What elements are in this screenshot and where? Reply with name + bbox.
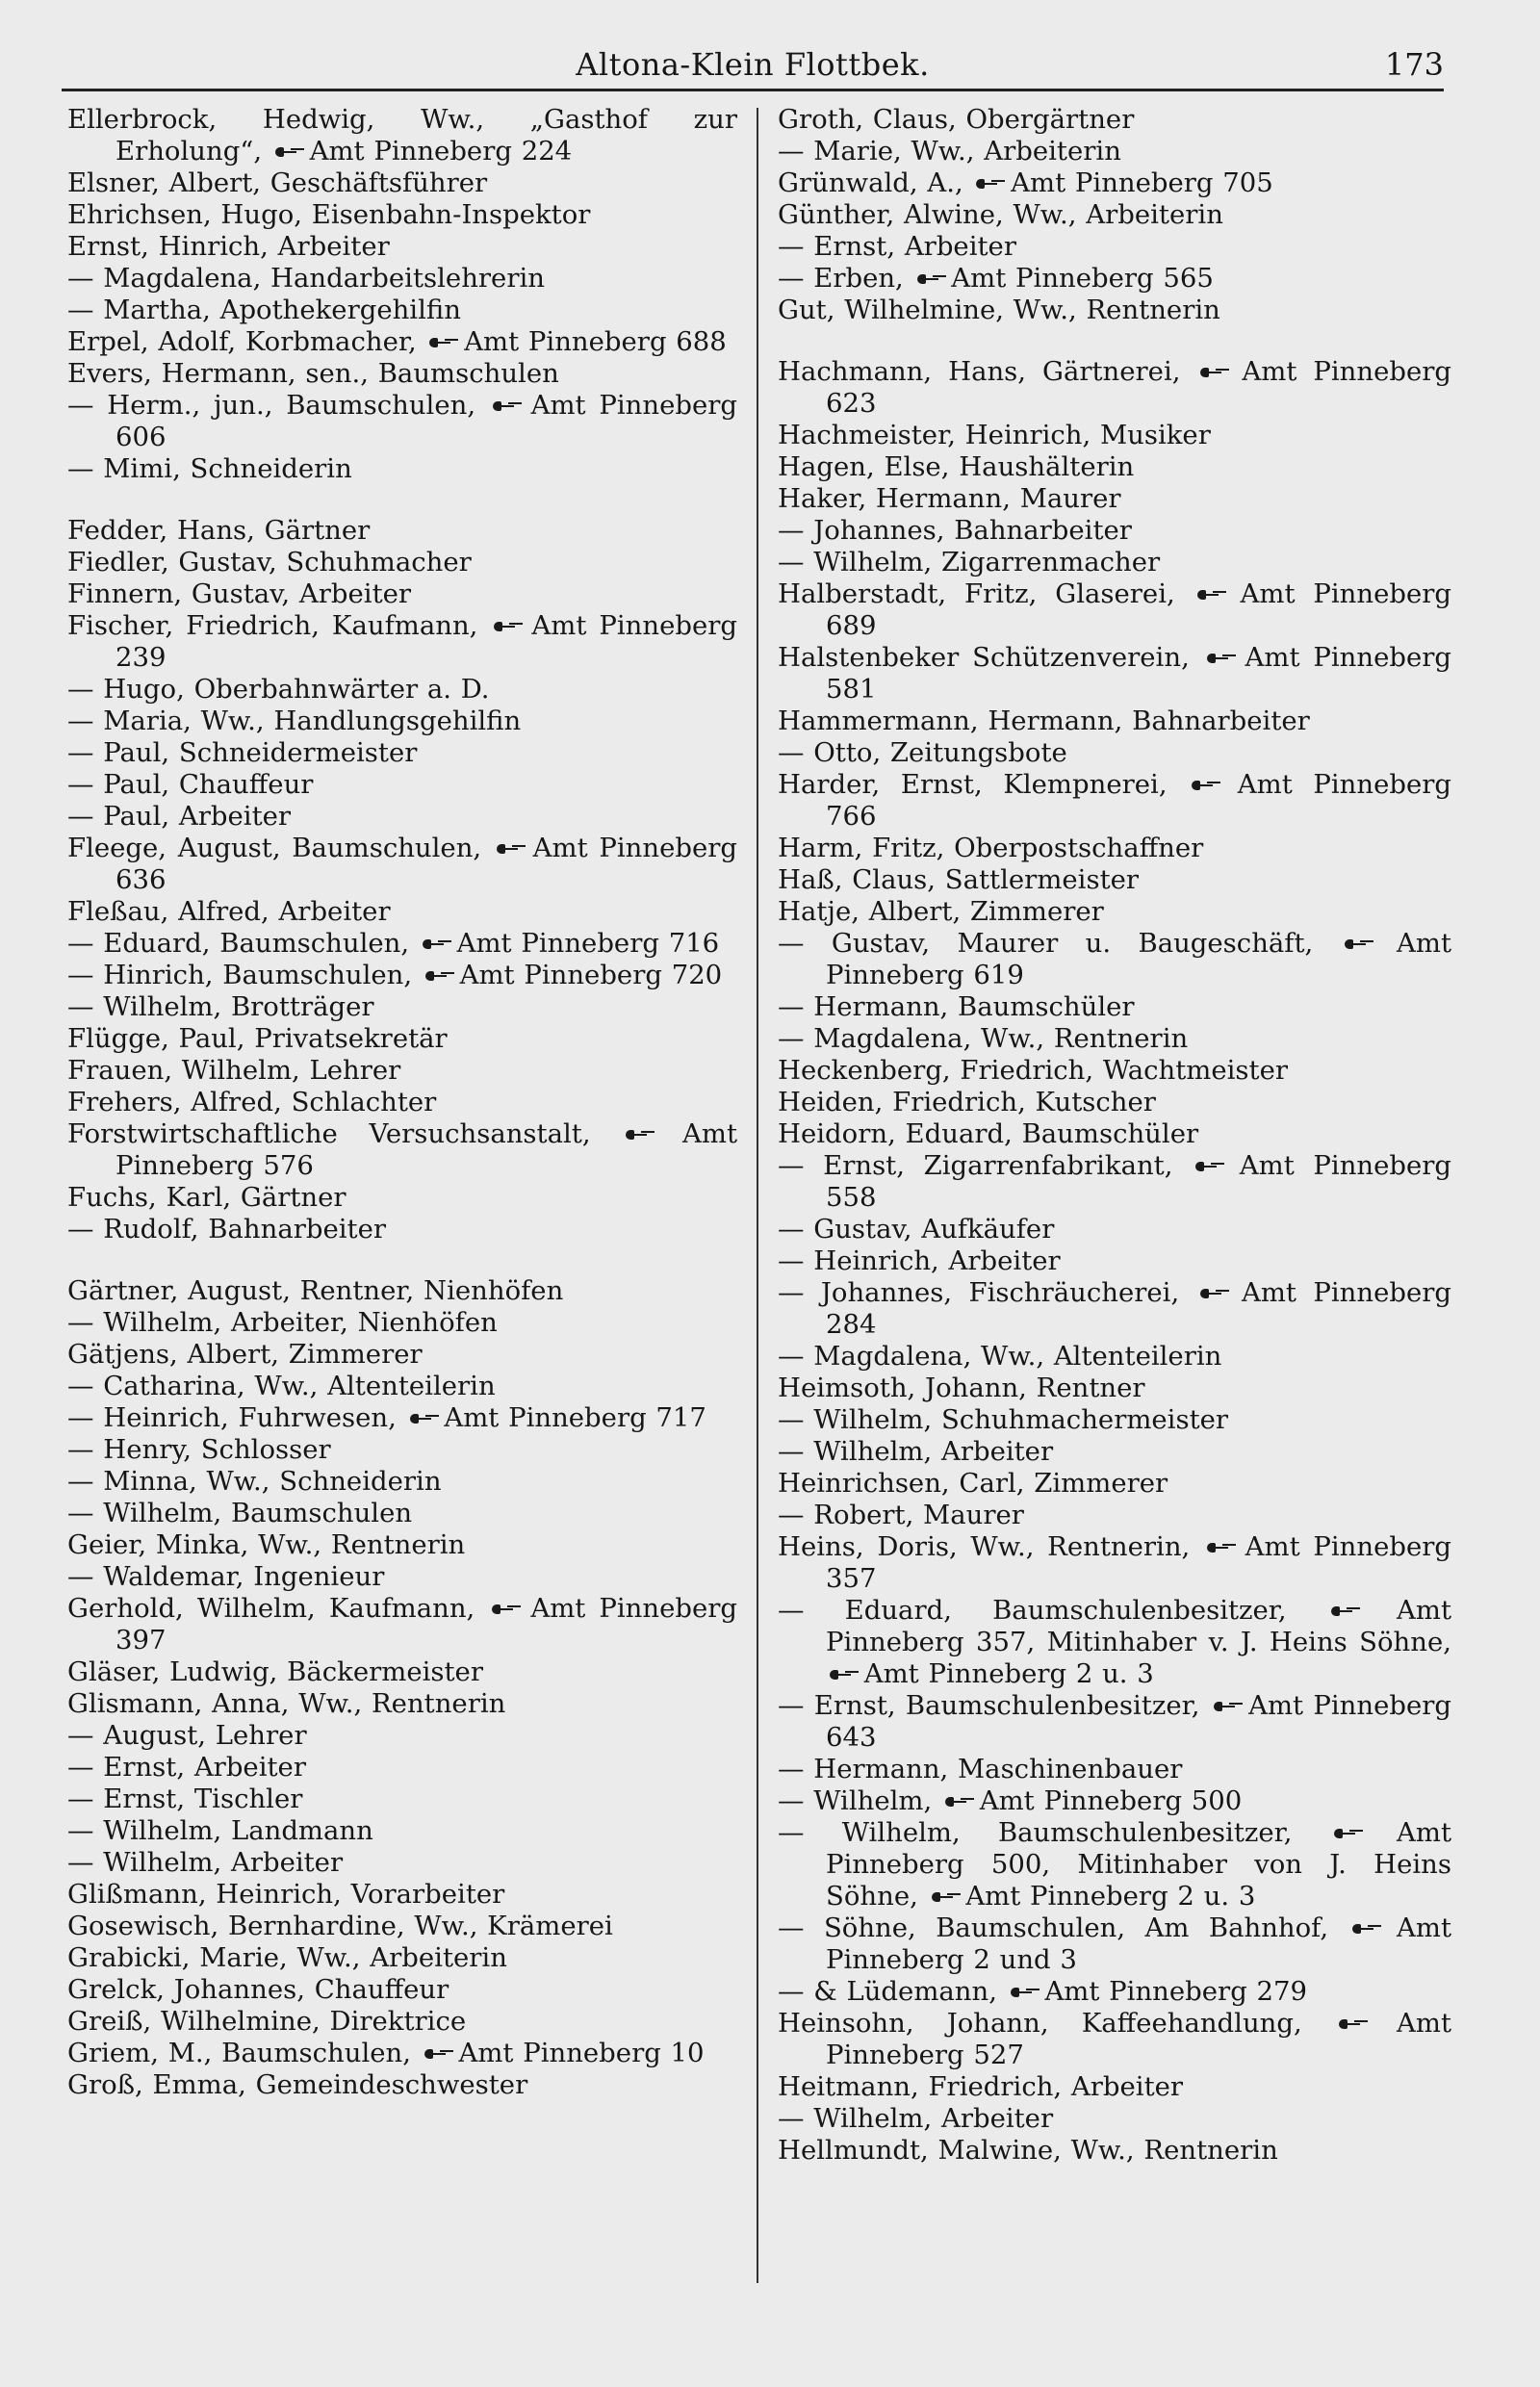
directory-entry: — August, Lehrer bbox=[67, 1720, 307, 1751]
directory-entry: — Hermann, Maschinenbauer bbox=[778, 1754, 1183, 1784]
directory-entry: — Ernst, Baumschulenbesitzer, Amt Pinneberg 643 bbox=[778, 1690, 1451, 1753]
directory-entry: — Wilhelm, Zigarrenmacher bbox=[778, 547, 1161, 578]
directory-entry: — Ernst, Arbeiter bbox=[778, 231, 1016, 262]
telephone-icon bbox=[424, 2048, 446, 2060]
directory-entry: — Otto, Zeitungsbote bbox=[778, 737, 1067, 768]
directory-entry: Grelck, Johannes, Chauffeur bbox=[67, 1974, 449, 2005]
telephone-icon bbox=[410, 1413, 431, 1424]
directory-entry: Grünwald, A., Amt Pinneberg 705 bbox=[778, 167, 1273, 198]
telephone-icon bbox=[830, 1669, 851, 1681]
directory-entry: — Wilhelm, Amt Pinneberg 500 bbox=[778, 1785, 1243, 1816]
directory-entry: — Herm., jun., Baumschulen, Amt Pinneberg 606 bbox=[67, 390, 737, 452]
telephone-icon bbox=[1207, 653, 1228, 664]
telephone-icon bbox=[1200, 367, 1221, 378]
directory-entry: Hachmeister, Heinrich, Musiker bbox=[778, 420, 1211, 450]
directory-entry: — Martha, Apothekergehilfin bbox=[67, 295, 461, 325]
directory-entry: Ehrichsen, Hugo, Eisenbahn-Inspektor bbox=[67, 199, 591, 230]
directory-entry: — Heinrich, Arbeiter bbox=[778, 1245, 1061, 1276]
directory-entry: Fiedler, Gustav, Schuhmacher bbox=[67, 547, 472, 578]
directory-entry: Heidorn, Eduard, Baumschüler bbox=[778, 1118, 1199, 1149]
directory-entry: Flügge, Paul, Privatsekretär bbox=[67, 1023, 448, 1054]
directory-entry: Elsner, Albert, Geschäftsführer bbox=[67, 167, 488, 198]
directory-entry: Fleege, August, Baumschulen, Amt Pinneberg 636 bbox=[67, 833, 737, 895]
directory-entry: — Catharina, Ww., Altenteilerin bbox=[67, 1371, 496, 1401]
directory-entry: — Hinrich, Baumschulen, Amt Pinneberg 720 bbox=[67, 960, 723, 990]
directory-entry: Forstwirtschaftliche Versuchsanstalt, Amt Pinneberg 576 bbox=[67, 1118, 737, 1181]
directory-entry: — Eduard, Baumschulenbesitzer, Amt Pinneberg 357, Mitinhaber v. J. Heins Söhne, Amt Pinneberg 2 u. 3 bbox=[778, 1595, 1451, 1689]
directory-entry: Heimsoth, Johann, Rentner bbox=[778, 1373, 1145, 1403]
telephone-icon bbox=[1331, 1605, 1352, 1617]
directory-entry: — Ernst, Zigarrenfabrikant, Amt Pinneberg 558 bbox=[778, 1150, 1452, 1213]
directory-entry: Erpel, Adolf, Korbmacher, Amt Pinneberg 688 bbox=[67, 326, 727, 357]
directory-entry: — Eduard, Baumschulen, Amt Pinneberg 716 bbox=[67, 928, 720, 959]
directory-entry: Halberstadt, Fritz, Glaserei, Amt Pinneberg 689 bbox=[778, 578, 1452, 641]
directory-entry: Glismann, Anna, Ww., Rentnerin bbox=[67, 1688, 506, 1719]
directory-entry: Greiß, Wilhelmine, Direktrice bbox=[67, 2006, 467, 2037]
directory-entry: — Söhne, Baumschulen, Am Bahnhof, Amt Pinneberg 2 und 3 bbox=[778, 1912, 1452, 1975]
telephone-icon bbox=[494, 621, 515, 632]
directory-entry: — Wilhelm, Baumschulenbesitzer, Amt Pinneberg 500, Mitinhaber von J. Heins Söhne, Amt Pinneberg 2 u. 3 bbox=[778, 1817, 1451, 1912]
directory-entry: — & Lüdemann, Amt Pinneberg 279 bbox=[778, 1976, 1308, 2007]
directory-entry: — Wilhelm, Landmann bbox=[67, 1815, 373, 1846]
directory-entry: Hachmann, Hans, Gärtnerei, Amt Pinneberg 623 bbox=[778, 356, 1452, 419]
directory-entry: Gosewisch, Bernhardine, Ww., Krämerei bbox=[67, 1911, 613, 1941]
directory-entry: — Wilhelm, Schuhmachermeister bbox=[778, 1404, 1229, 1435]
telephone-icon bbox=[425, 970, 447, 982]
directory-entry: Heinsohn, Johann, Kaffeehandlung, Amt Pinneberg 527 bbox=[778, 2008, 1451, 2070]
directory-entry: Groth, Claus, Obergärtner bbox=[778, 104, 1135, 135]
telephone-icon bbox=[1197, 589, 1219, 601]
directory-entry: — Johannes, Fischräucherei, Amt Pinneberg 284 bbox=[778, 1277, 1451, 1340]
telephone-icon bbox=[1011, 1987, 1032, 1998]
telephone-icon bbox=[626, 1129, 647, 1141]
directory-entry: — Wilhelm, Arbeiter bbox=[778, 1436, 1054, 1467]
directory-entry: Ellerbrock, Hedwig, Ww., „Gasthof zur Erholung“, Amt Pinneberg 224 bbox=[67, 104, 737, 167]
directory-entry: — Hermann, Baumschüler bbox=[778, 991, 1135, 1022]
directory-entry: Fuchs, Karl, Gärtner bbox=[67, 1182, 346, 1213]
directory-entry: — Waldemar, Ingenieur bbox=[67, 1561, 385, 1592]
telephone-icon bbox=[1200, 1288, 1221, 1299]
directory-entry: Evers, Hermann, sen., Baumschulen bbox=[67, 358, 559, 389]
telephone-icon bbox=[932, 1891, 953, 1903]
directory-entry: — Ernst, Tischler bbox=[67, 1784, 303, 1814]
directory-entry: Heiden, Friedrich, Kutscher bbox=[778, 1087, 1156, 1117]
directory-entry: Fedder, Hans, Gärtner bbox=[67, 515, 371, 546]
directory-entry: Haß, Claus, Sattlermeister bbox=[778, 864, 1140, 895]
directory-entry: — Hugo, Oberbahnwärter a. D. bbox=[67, 674, 490, 705]
directory-entry: Gerhold, Wilhelm, Kaufmann, Amt Pinneberg 397 bbox=[67, 1593, 737, 1656]
directory-entry: Harder, Ernst, Klempnerei, Amt Pinneberg 766 bbox=[778, 769, 1451, 832]
directory-entry: Griem, M., Baumschulen, Amt Pinneberg 10 bbox=[67, 2038, 705, 2068]
directory-entry: — Wilhelm, Baumschulen bbox=[67, 1498, 413, 1528]
directory-entry: Frauen, Wilhelm, Lehrer bbox=[67, 1055, 401, 1086]
directory-entry: Hatje, Albert, Zimmerer bbox=[778, 896, 1104, 927]
telephone-icon bbox=[423, 938, 444, 950]
telephone-icon bbox=[493, 400, 514, 412]
directory-entry: — Wilhelm, Arbeiter bbox=[67, 1847, 344, 1878]
directory-entry: — Gustav, Aufkäufer bbox=[778, 1214, 1055, 1245]
directory-entry: Glißmann, Heinrich, Vorarbeiter bbox=[67, 1879, 505, 1910]
directory-entry: Haker, Hermann, Maurer bbox=[778, 483, 1121, 514]
telephone-icon bbox=[1352, 1923, 1373, 1935]
directory-entry: — Gustav, Maurer u. Baugeschäft, Amt Pinneberg 619 bbox=[778, 928, 1451, 990]
directory-entry: — Paul, Chauffeur bbox=[67, 769, 314, 800]
directory-entry: — Erben, Amt Pinneberg 565 bbox=[778, 263, 1214, 294]
telephone-icon bbox=[429, 337, 450, 348]
directory-entry: — Paul, Arbeiter bbox=[67, 801, 292, 832]
directory-entry: Günther, Alwine, Ww., Arbeiterin bbox=[778, 199, 1223, 230]
directory-entry: — Magdalena, Handarbeitslehrerin bbox=[67, 263, 545, 294]
directory-entry: — Wilhelm, Arbeiter bbox=[778, 2103, 1054, 2134]
directory-entry: — Heinrich, Fuhrwesen, Amt Pinneberg 717 bbox=[67, 1402, 706, 1433]
directory-entry: — Wilhelm, Brotträger bbox=[67, 991, 374, 1022]
directory-entry: — Magdalena, Ww., Altenteilerin bbox=[778, 1341, 1222, 1372]
telephone-icon bbox=[497, 843, 518, 855]
directory-entry: — Johannes, Bahnarbeiter bbox=[778, 515, 1132, 546]
directory-entry: Grabicki, Marie, Ww., Arbeiterin bbox=[67, 1942, 507, 1973]
directory-entry: Gut, Wilhelmine, Ww., Rentnerin bbox=[778, 295, 1220, 325]
directory-entry: Geier, Minka, Ww., Rentnerin bbox=[67, 1529, 466, 1560]
page-header bbox=[62, 42, 1444, 89]
directory-entry: — Rudolf, Bahnarbeiter bbox=[67, 1214, 387, 1245]
directory-entry: Finnern, Gustav, Arbeiter bbox=[67, 578, 412, 609]
directory-entry: — Henry, Schlosser bbox=[67, 1434, 331, 1465]
left-entry-list bbox=[67, 104, 737, 2101]
telephone-icon bbox=[1339, 2018, 1360, 2030]
directory-entry: Frehers, Alfred, Schlachter bbox=[67, 1087, 437, 1117]
directory-entry: Halstenbeker Schützenverein, Amt Pinneberg 581 bbox=[778, 642, 1451, 705]
directory-entry: — Magdalena, Ww., Rentnerin bbox=[778, 1023, 1189, 1054]
telephone-icon bbox=[275, 146, 296, 158]
header-rule bbox=[62, 89, 1444, 91]
left-column bbox=[67, 104, 737, 2101]
directory-entry: — Marie, Ww., Arbeiterin bbox=[778, 136, 1121, 167]
right-entry-list bbox=[778, 104, 1451, 2167]
directory-entry: Groß, Emma, Gemeindeschwester bbox=[67, 2069, 528, 2100]
directory-entry: — Wilhelm, Arbeiter, Nienhöfen bbox=[67, 1307, 498, 1338]
directory-entry: Heitmann, Friedrich, Arbeiter bbox=[778, 2071, 1184, 2102]
directory-entry: — Maria, Ww., Handlungsgehilfin bbox=[67, 706, 522, 736]
directory-entry: Hagen, Else, Haushälterin bbox=[778, 451, 1135, 482]
telephone-icon bbox=[1192, 780, 1213, 791]
right-column bbox=[778, 104, 1451, 2167]
telephone-icon bbox=[917, 273, 938, 285]
directory-entry: Hammermann, Hermann, Bahnarbeiter bbox=[778, 706, 1310, 736]
directory-entry: — Ernst, Arbeiter bbox=[67, 1752, 306, 1783]
directory-entry: Hellmundt, Malwine, Ww., Rentnerin bbox=[778, 2135, 1278, 2166]
directory-entry: — Mimi, Schneiderin bbox=[67, 453, 352, 484]
page-number: 173 bbox=[1384, 46, 1444, 83]
directory-entry: Gärtner, August, Rentner, Nienhöfen bbox=[67, 1275, 564, 1306]
directory-entry: Harm, Fritz, Oberpostschaffner bbox=[778, 833, 1204, 863]
directory-entry: Gätjens, Albert, Zimmerer bbox=[67, 1339, 423, 1370]
telephone-icon bbox=[1334, 1828, 1355, 1839]
page-title: Altona-Klein Flottbek. bbox=[576, 46, 930, 83]
directory-entry: Gläser, Ludwig, Bäckermeister bbox=[67, 1656, 483, 1687]
telephone-icon bbox=[1214, 1701, 1235, 1712]
directory-entry: Heins, Doris, Ww., Rentnerin, Amt Pinneberg 357 bbox=[778, 1531, 1451, 1594]
telephone-icon bbox=[1345, 938, 1366, 950]
telephone-icon bbox=[1207, 1542, 1228, 1553]
telephone-icon bbox=[945, 1796, 966, 1808]
column-divider bbox=[757, 108, 758, 2283]
directory-entry: — Minna, Ww., Schneiderin bbox=[67, 1466, 442, 1497]
directory-entry: — Robert, Maurer bbox=[778, 1500, 1024, 1530]
directory-entry: — Paul, Schneidermeister bbox=[67, 737, 418, 768]
telephone-icon bbox=[1195, 1161, 1217, 1172]
telephone-icon bbox=[492, 1604, 513, 1615]
directory-entry: Fischer, Friedrich, Kaufmann, Amt Pinneberg 239 bbox=[67, 610, 737, 673]
directory-entry: Heinrichsen, Carl, Zimmerer bbox=[778, 1468, 1168, 1499]
directory-entry: Fleßau, Alfred, Arbeiter bbox=[67, 896, 391, 927]
telephone-icon bbox=[976, 178, 997, 190]
directory-entry: Ernst, Hinrich, Arbeiter bbox=[67, 231, 390, 262]
directory-entry: Heckenberg, Friedrich, Wachtmeister bbox=[778, 1055, 1289, 1086]
